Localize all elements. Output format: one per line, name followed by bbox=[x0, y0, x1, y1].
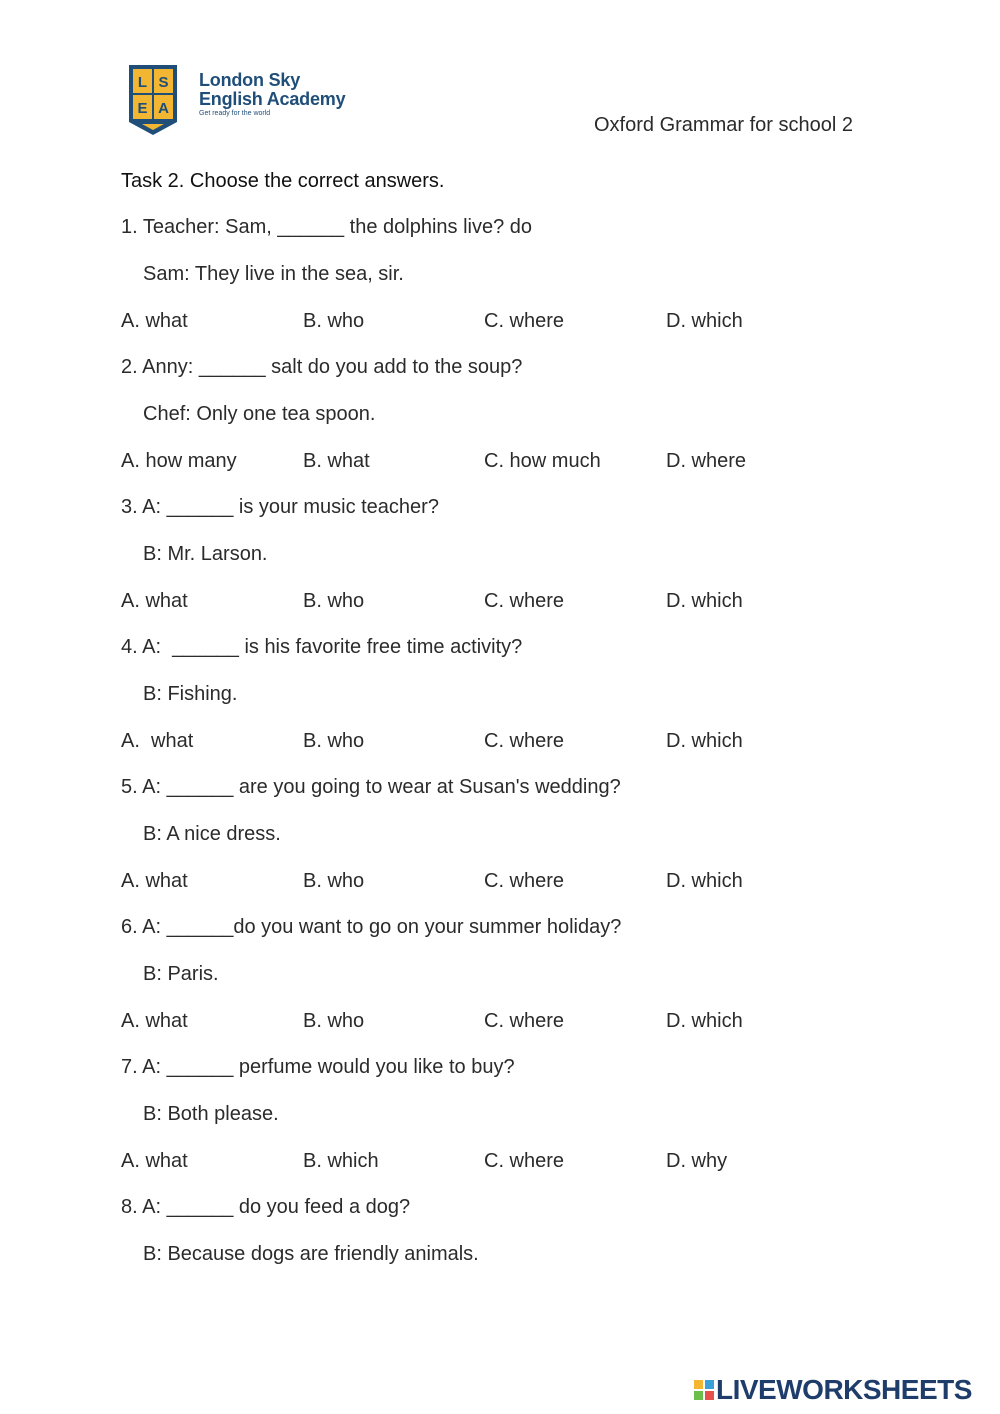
question-prompt: 8. A: ______ do you feed a dog? bbox=[121, 1196, 411, 1218]
option-d[interactable]: D. which bbox=[666, 1010, 743, 1032]
option-b[interactable]: B. who bbox=[303, 310, 365, 332]
question-reply: Sam: They live in the sea, sir. bbox=[143, 263, 404, 285]
option-a[interactable]: A. what bbox=[121, 310, 188, 332]
option-c[interactable]: C. where bbox=[484, 870, 565, 892]
question-prompt: 3. A: ______ is your music teacher? bbox=[121, 496, 439, 518]
option-a[interactable]: A. what bbox=[121, 730, 194, 752]
question-reply: B: Both please. bbox=[143, 1103, 279, 1125]
logo-letter-a: A bbox=[158, 100, 169, 117]
question-prompt: 2. Anny: ______ salt do you add to the soup? bbox=[121, 356, 523, 378]
option-a[interactable]: A. how many bbox=[121, 450, 237, 472]
liveworksheets-brand bbox=[694, 1374, 994, 1406]
logo-letter-s: S bbox=[158, 74, 169, 91]
question-prompt: 7. A: ______ perfume would you like to buy? bbox=[121, 1056, 515, 1078]
question-prompt: 1. Teacher: Sam, ______ the dolphins live? do bbox=[121, 216, 533, 238]
subject-title: Oxford Grammar for school 2 bbox=[594, 114, 853, 136]
option-b[interactable]: B. who bbox=[303, 730, 365, 752]
option-c[interactable]: C. where bbox=[484, 1010, 565, 1032]
question-reply: B: A nice dress. bbox=[143, 823, 281, 845]
academy-logo bbox=[128, 64, 368, 136]
logo-letter-l: L bbox=[137, 74, 148, 91]
option-c[interactable]: C. how much bbox=[484, 450, 601, 472]
liveworksheets-logo-icon bbox=[694, 1380, 714, 1400]
option-d[interactable]: D. which bbox=[666, 730, 743, 752]
question-reply: B: Mr. Larson. bbox=[143, 543, 268, 565]
logo-name-line1: London Sky bbox=[199, 70, 300, 90]
question-prompt: 6. A: ______do you want to go on your summer holiday? bbox=[121, 916, 622, 938]
option-d[interactable]: D. why bbox=[666, 1150, 728, 1172]
question-prompt: 4. A: ______ is his favorite free time activity? bbox=[121, 636, 523, 658]
logo-letter-e: E bbox=[137, 100, 148, 117]
task-title: Task 2. Choose the correct answers. bbox=[121, 170, 445, 192]
question-reply: B: Paris. bbox=[143, 963, 219, 985]
option-c[interactable]: C. where bbox=[484, 1150, 565, 1172]
logo-name-line2: English Academy bbox=[199, 89, 346, 109]
shield-logo-icon bbox=[128, 64, 178, 136]
option-d[interactable]: D. which bbox=[666, 310, 743, 332]
option-d[interactable]: D. which bbox=[666, 590, 743, 612]
liveworksheets-text: LIVEWORKSHEETS bbox=[716, 1374, 972, 1405]
question-reply: B: Fishing. bbox=[143, 683, 238, 705]
option-d[interactable]: D. where bbox=[666, 450, 747, 472]
option-b[interactable]: B. what bbox=[303, 450, 370, 472]
logo-tagline: Get ready for the world bbox=[199, 110, 271, 117]
option-b[interactable]: B. who bbox=[303, 590, 365, 612]
option-d[interactable]: D. which bbox=[666, 870, 743, 892]
option-c[interactable]: C. where bbox=[484, 590, 565, 612]
option-c[interactable]: C. where bbox=[484, 310, 565, 332]
option-c[interactable]: C. where bbox=[484, 730, 565, 752]
question-prompt: 5. A: ______ are you going to wear at Susan's wedding? bbox=[121, 776, 621, 798]
option-b[interactable]: B. who bbox=[303, 870, 365, 892]
option-a[interactable]: A. what bbox=[121, 1150, 188, 1172]
option-b[interactable]: B. who bbox=[303, 1010, 365, 1032]
option-b[interactable]: B. which bbox=[303, 1150, 379, 1172]
question-reply: Chef: Only one tea spoon. bbox=[143, 403, 376, 425]
question-reply: B: Because dogs are friendly animals. bbox=[143, 1243, 479, 1265]
option-a[interactable]: A. what bbox=[121, 870, 188, 892]
option-a[interactable]: A. what bbox=[121, 1010, 188, 1032]
option-a[interactable]: A. what bbox=[121, 590, 188, 612]
